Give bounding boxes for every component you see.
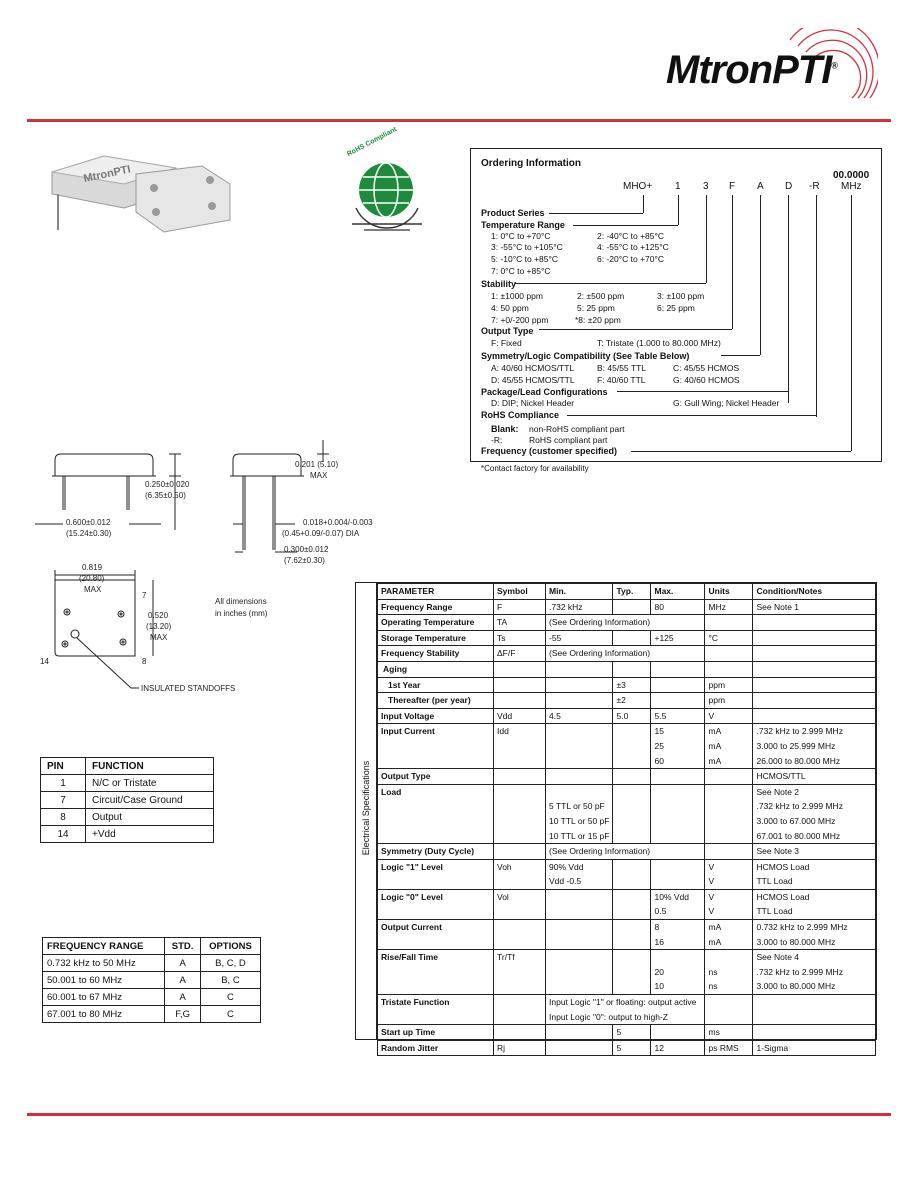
code-rohs: -R <box>809 181 820 192</box>
std-cell: F,G <box>165 1006 201 1023</box>
param-cell: Thereafter (per year) <box>378 693 494 709</box>
header-min: Min. <box>546 584 613 600</box>
units-cell: V V <box>705 889 753 919</box>
units-cell: mA mA mA <box>705 724 753 769</box>
rohs-option-code: Blank: <box>491 424 519 434</box>
dim-width-mm: (13.20) <box>146 622 172 631</box>
max-cell: 20 10 <box>651 950 705 995</box>
min-cell: 90% Vdd Vdd -0.5 <box>546 859 613 889</box>
temp-option: 5: -10°C to +85°C <box>491 254 559 264</box>
dim-pin-dia-mm: (0.45+0.09/-0.07) DIA <box>282 529 360 538</box>
table-row <box>378 920 876 950</box>
spec-table <box>377 583 876 1056</box>
units-cell: °C <box>705 630 753 646</box>
max-cell: 10% Vdd 0.5 <box>651 889 705 919</box>
dim-row-spacing-mm: (7.62±0.30) <box>284 556 325 565</box>
min-cell <box>546 889 613 919</box>
max-cell: 12 <box>651 1040 705 1056</box>
param-cell: Random Jitter <box>378 1040 494 1056</box>
table-row <box>41 826 214 843</box>
units-cell <box>705 646 753 662</box>
symbol-cell: Vdd <box>494 708 546 724</box>
frequency-unit: MHz <box>841 181 862 192</box>
standoff-label: INSULATED STANDOFFS <box>141 684 236 693</box>
param-cell: Logic "0" Level <box>378 889 494 919</box>
temp-range-title: Temperature Range <box>481 220 565 230</box>
units-cell: ns ns <box>705 950 753 995</box>
notes-cell: .732 kHz to 2.999 MHz 3.000 to 25.999 MHz 26.000 to 80.000 MHz <box>753 724 876 769</box>
mtronpti-logo <box>660 28 890 118</box>
notes-cell <box>753 1025 876 1041</box>
temp-option: 7: 0°C to +85°C <box>491 266 551 276</box>
stability-option: *8: ±20 ppm <box>575 315 621 325</box>
min-cell: -55 <box>546 630 613 646</box>
symbol-cell: Ts <box>494 630 546 646</box>
code-symmetry: A <box>757 181 764 192</box>
max-cell <box>651 677 705 693</box>
output-option: T: Tristate (1.000 to 80.000 MHz) <box>597 338 721 348</box>
min-cell <box>546 661 613 677</box>
pin-number: 14 <box>40 657 49 666</box>
ordering-footnote: *Contact factory for availability <box>481 464 589 473</box>
table-row <box>378 630 876 646</box>
min-cell <box>546 950 613 995</box>
header-typ: Typ. <box>613 584 651 600</box>
temp-option: 3: -55°C to +105°C <box>491 242 563 252</box>
min-cell <box>546 920 613 950</box>
notes-cell <box>753 693 876 709</box>
typ-cell <box>613 769 651 785</box>
symbol-cell <box>494 769 546 785</box>
output-option: F: Fixed <box>491 338 522 348</box>
stability-title: Stability <box>481 279 517 289</box>
units-cell: mA mA <box>705 920 753 950</box>
symbol-cell <box>494 784 546 843</box>
notes-cell: 0.732 kHz to 2.999 MHz 3.000 to 80.000 MHz <box>753 920 876 950</box>
header-units: Units <box>705 584 753 600</box>
typ-cell <box>613 920 651 950</box>
min-cell <box>546 677 613 693</box>
dim-length: 0.819 <box>82 563 103 572</box>
notes-cell: 1-Sigma <box>753 1040 876 1056</box>
ordering-information-box <box>470 148 882 462</box>
max-cell <box>651 859 705 889</box>
notes-cell: See Note 2 .732 kHz to 2.999 MHz 3.000 to 67.000 MHz 67.001 to 80.000 MHz <box>753 784 876 843</box>
header-parameter: PARAMETER <box>378 584 494 600</box>
units-cell <box>705 784 753 843</box>
frequency-options-table <box>42 937 261 1023</box>
param-cell: Start up Time <box>378 1025 494 1041</box>
min-cell: Input Logic "1" or floating: output active Input Logic "0": output to high-Z <box>546 995 705 1025</box>
std-header: STD. <box>165 938 201 955</box>
max-cell <box>651 1025 705 1041</box>
options-cell: C <box>200 989 260 1006</box>
dim-row-spacing: 0.300±0.012 <box>284 545 329 554</box>
rohs-option-code: -R: <box>491 435 503 445</box>
code-temp: 1 <box>675 181 681 192</box>
logo-wordmark <box>666 48 837 93</box>
table-row <box>378 889 876 919</box>
symbol-cell: Vol <box>494 889 546 919</box>
symbol-cell <box>494 693 546 709</box>
function-header: FUNCTION <box>86 758 214 775</box>
notes-cell <box>753 661 876 677</box>
stability-option: 4: 50 ppm <box>491 303 529 313</box>
table-row <box>378 784 876 843</box>
units-cell: V <box>705 708 753 724</box>
units-cell <box>705 661 753 677</box>
dim-width: 0.520 <box>148 611 169 620</box>
param-cell: Load <box>378 784 494 843</box>
table-row <box>378 1040 876 1056</box>
frequency-example: 00.0000 <box>833 170 870 181</box>
header-symbol: Symbol <box>494 584 546 600</box>
typ-cell <box>613 859 651 889</box>
table-row <box>378 615 876 631</box>
options-cell: B, C, D <box>200 955 260 972</box>
symbol-cell: Voh <box>494 859 546 889</box>
code-stability: 3 <box>703 181 709 192</box>
stability-option: 2: ±500 ppm <box>577 291 625 301</box>
std-cell: A <box>165 955 201 972</box>
product-series-label: Product Series <box>481 208 545 218</box>
options-header: OPTIONS <box>200 938 260 955</box>
symmetry-option: D: 45/55 HCMOS/TTL <box>491 375 575 385</box>
typ-cell: ±3 <box>613 677 651 693</box>
header-rule <box>27 119 891 122</box>
pin-number: 7 <box>142 591 147 600</box>
table-row <box>43 972 261 989</box>
package-option: D: DIP; Nickel Header <box>491 398 575 408</box>
freq-cell: 50.001 to 60 MHz <box>43 972 165 989</box>
table-header-row <box>378 584 876 600</box>
footer-rule <box>27 1113 891 1116</box>
notes-cell: HCMOS/TTL <box>753 769 876 785</box>
param-cell: Output Current <box>378 920 494 950</box>
typ-cell: 5 <box>613 1025 651 1041</box>
package-option: G: Gull Wing; Nickel Header <box>673 398 780 408</box>
typ-cell <box>613 661 651 677</box>
symmetry-option: A: 40/60 HCMOS/TTL <box>491 363 575 373</box>
dim-pin-dia: 0.018+0.004/-0.003 <box>303 518 373 527</box>
function-cell: Output <box>86 809 214 826</box>
units-cell: ms <box>705 1025 753 1041</box>
min-cell: (See Ordering Information) <box>546 844 705 860</box>
symbol-cell <box>494 920 546 950</box>
min-cell: 5 TTL or 50 pF 10 TTL or 50 pF 10 TTL or 15 pF <box>546 784 613 843</box>
rohs-badge-text: RoHS Compliant <box>346 126 399 159</box>
stability-option: 6: 25 ppm <box>657 303 695 313</box>
param-cell: Storage Temperature <box>378 630 494 646</box>
symmetry-option: B: 45/55 TTL <box>597 363 646 373</box>
dim-height: 0.250±0.020 <box>145 480 190 489</box>
param-cell: Input Voltage <box>378 708 494 724</box>
rohs-title: RoHS Compliance <box>481 410 560 420</box>
min-cell <box>546 724 613 769</box>
max-cell: 80 <box>651 599 705 615</box>
table-row <box>41 792 214 809</box>
header-conditions: Condition/Notes <box>753 584 876 600</box>
table-row <box>378 599 876 615</box>
stability-option: 1: ±1000 ppm <box>491 291 543 301</box>
notes-cell: HCMOS Load TTL Load <box>753 859 876 889</box>
function-cell: N/C or Tristate <box>86 775 214 792</box>
pin-cell: 7 <box>41 792 86 809</box>
function-cell: Circuit/Case Ground <box>86 792 214 809</box>
pin-cell: 14 <box>41 826 86 843</box>
dim-pin-spacing: 0.600±0.012 <box>66 518 111 527</box>
table-row <box>378 950 876 995</box>
ordering-title: Ordering Information <box>481 158 581 169</box>
function-cell: +Vdd <box>86 826 214 843</box>
typ-cell <box>613 599 651 615</box>
pin-cell: 8 <box>41 809 86 826</box>
table-row <box>378 708 876 724</box>
max-cell <box>651 661 705 677</box>
table-header-row <box>41 758 214 775</box>
typ-cell: ±2 <box>613 693 651 709</box>
dim-length-max: MAX <box>84 585 102 594</box>
code-package: D <box>785 181 793 192</box>
temp-option: 2: -40°C to +85°C <box>597 231 665 241</box>
table-row <box>378 693 876 709</box>
max-cell: 5.5 <box>651 708 705 724</box>
min-cell <box>546 1025 613 1041</box>
param-cell: Frequency Stability <box>378 646 494 662</box>
table-row <box>378 995 876 1025</box>
notes-cell <box>753 677 876 693</box>
table-row <box>378 1025 876 1041</box>
code-series: MHO+ <box>623 181 653 192</box>
freq-cell: 67.001 to 80 MHz <box>43 1006 165 1023</box>
table-header-row <box>43 938 261 955</box>
table-row <box>378 661 876 677</box>
param-cell: Output Type <box>378 769 494 785</box>
rohs-option-desc: RoHS compliant part <box>529 435 608 445</box>
max-cell <box>651 769 705 785</box>
param-cell: Logic "1" Level <box>378 859 494 889</box>
notes-cell: See Note 1 <box>753 599 876 615</box>
table-row <box>43 989 261 1006</box>
notes-cell <box>753 995 876 1025</box>
symbol-cell <box>494 1025 546 1041</box>
max-cell <box>651 693 705 709</box>
symbol-cell: ΔF/F <box>494 646 546 662</box>
typ-cell <box>613 889 651 919</box>
symbol-cell <box>494 844 546 860</box>
logo-text-right: PTI <box>772 48 832 92</box>
symbol-cell <box>494 995 546 1025</box>
product-photo <box>44 150 234 240</box>
table-row <box>378 769 876 785</box>
max-cell: +125 <box>651 630 705 646</box>
symbol-cell: TA <box>494 615 546 631</box>
max-cell <box>651 784 705 843</box>
std-cell: A <box>165 989 201 1006</box>
spec-side-text: Electrical Specifications <box>361 760 371 856</box>
typ-cell <box>613 950 651 995</box>
param-cell: Operating Temperature <box>378 615 494 631</box>
code-output: F <box>729 181 736 192</box>
min-cell: (See Ordering Information) <box>546 615 705 631</box>
min-cell <box>546 769 613 785</box>
table-row <box>41 809 214 826</box>
notes-cell <box>753 615 876 631</box>
symbol-cell: Rj <box>494 1040 546 1056</box>
temp-option: 6: -20°C to +70°C <box>597 254 665 264</box>
dim-length-mm: (20.80) <box>79 574 105 583</box>
symbol-cell: Tr/Tf <box>494 950 546 995</box>
typ-cell <box>613 784 651 843</box>
typ-cell <box>613 630 651 646</box>
param-cell: 1st Year <box>378 677 494 693</box>
notes-cell: See Note 4 .732 kHz to 2.999 MHz 3.000 to 80.000 MHz <box>753 950 876 995</box>
dim-height-mm: (6.35±0.50) <box>145 491 186 500</box>
units-cell: ppm <box>705 693 753 709</box>
table-row <box>41 775 214 792</box>
param-cell: Frequency Range <box>378 599 494 615</box>
min-cell <box>546 693 613 709</box>
pin-cell: 1 <box>41 775 86 792</box>
units-cell: ps RMS <box>705 1040 753 1056</box>
table-row <box>378 646 876 662</box>
table-row <box>378 724 876 769</box>
units-cell <box>705 615 753 631</box>
freq-cell: 0.732 kHz to 50 MHz <box>43 955 165 972</box>
units-cell <box>705 769 753 785</box>
table-row <box>378 844 876 860</box>
dim-max-label: MAX <box>310 471 328 480</box>
units-cell: ppm <box>705 677 753 693</box>
options-cell: C <box>200 1006 260 1023</box>
symmetry-option: F: 40/60 TTL <box>597 375 646 385</box>
symbol-cell <box>494 661 546 677</box>
param-cell: Tristate Function <box>378 995 494 1025</box>
units-cell <box>705 995 753 1025</box>
dim-max-height: 0.201 (5.10) <box>295 460 339 469</box>
min-cell: (See Ordering Information) <box>546 646 705 662</box>
table-row <box>378 677 876 693</box>
temp-option: 4: -55°C to +125°C <box>597 242 669 252</box>
std-cell: A <box>165 972 201 989</box>
header-max: Max. <box>651 584 705 600</box>
frequency-line: Frequency (customer specified) <box>481 446 618 456</box>
max-cell: 8 16 <box>651 920 705 950</box>
param-cell: Rise/Fall Time <box>378 950 494 995</box>
registered-mark: ® <box>831 60 837 71</box>
pin-header: PIN <box>41 758 86 775</box>
units-cell: MHz <box>705 599 753 615</box>
pin-table <box>40 757 214 843</box>
freq-range-header: FREQUENCY RANGE <box>43 938 165 955</box>
dim-note: All dimensions <box>215 597 267 606</box>
spec-side-label <box>356 583 377 1039</box>
typ-cell: 5.0 <box>613 708 651 724</box>
electrical-specifications <box>355 582 877 1053</box>
dim-note-units: in inches (mm) <box>215 609 268 618</box>
min-cell: 4.5 <box>546 708 613 724</box>
symmetry-option: C: 45/55 HCMOS <box>673 363 740 373</box>
svg-text:MtronPTI: MtronPTI <box>82 163 132 186</box>
rohs-globe-icon <box>338 150 434 236</box>
symmetry-option: G: 40/60 HCMOS <box>673 375 740 385</box>
notes-cell <box>753 646 876 662</box>
logo-text-left: Mtron <box>666 48 773 92</box>
symbol-cell: F <box>494 599 546 615</box>
dim-width-max: MAX <box>150 633 168 642</box>
notes-cell: See Note 3 <box>753 844 876 860</box>
notes-cell <box>753 630 876 646</box>
stability-option: 7: +0/-200 ppm <box>491 315 549 325</box>
output-type-title: Output Type <box>481 326 534 336</box>
units-cell <box>705 844 753 860</box>
table-row <box>43 1006 261 1023</box>
table-row <box>378 859 876 889</box>
symmetry-title: Symmetry/Logic Compatibility (See Table Below) <box>481 351 690 361</box>
typ-cell: 5 <box>613 1040 651 1056</box>
typ-cell <box>613 724 651 769</box>
dim-pin-spacing-mm: (15.24±0.30) <box>66 529 112 538</box>
package-title: Package/Lead Configurations <box>481 387 608 397</box>
param-cell: Input Current <box>378 724 494 769</box>
stability-option: 3: ±100 ppm <box>657 291 705 301</box>
options-cell: B, C <box>200 972 260 989</box>
units-cell: V V <box>705 859 753 889</box>
symbol-cell: Idd <box>494 724 546 769</box>
symbol-cell <box>494 677 546 693</box>
stability-option: 5: 25 ppm <box>577 303 615 313</box>
pin-number: 8 <box>142 657 147 666</box>
notes-cell: HCMOS Load TTL Load <box>753 889 876 919</box>
max-cell: 15 25 60 <box>651 724 705 769</box>
param-cell: Symmetry (Duty Cycle) <box>378 844 494 860</box>
param-cell: Aging <box>378 661 494 677</box>
notes-cell <box>753 708 876 724</box>
freq-cell: 60.001 to 67 MHz <box>43 989 165 1006</box>
min-cell: .732 kHz <box>546 599 613 615</box>
rohs-option-desc: non-RoHS compliant part <box>529 424 625 434</box>
min-cell <box>546 1040 613 1056</box>
temp-option: 1: 0°C to +70°C <box>491 231 551 241</box>
table-row <box>43 955 261 972</box>
